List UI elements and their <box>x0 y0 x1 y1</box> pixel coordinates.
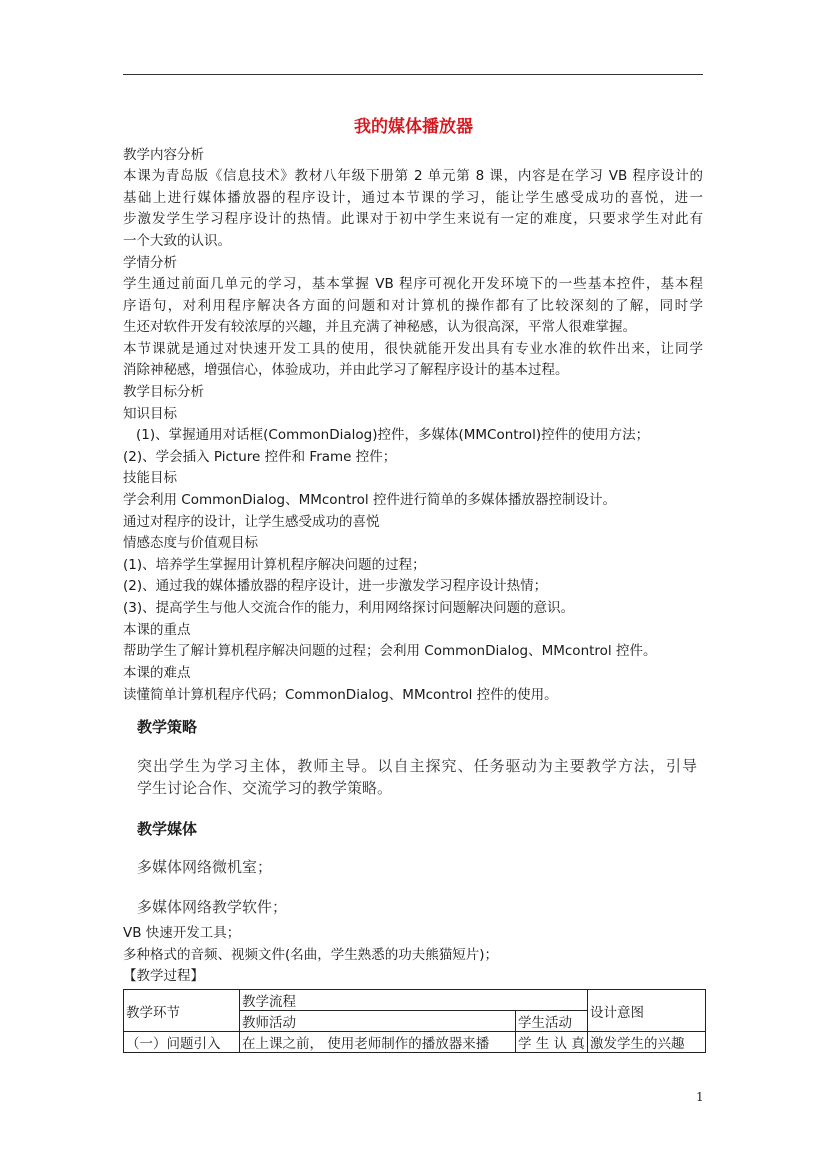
section-heading-learner-analysis: 学情分析 <box>123 255 177 271</box>
media-item: 多种格式的音频、视频文件(名曲，学生熟悉的功夫熊猫短片)； <box>123 947 499 963</box>
media-item: 多媒体网络教学软件； <box>137 898 288 916</box>
paragraph-line: 一个大致的认识。 <box>123 233 231 249</box>
heading-media: 教学媒体 <box>137 820 198 838</box>
section-heading-content-analysis: 教学内容分析 <box>123 147 204 163</box>
paragraph-line: 本课为青岛版《信息技术》教材八年级下册第 2 单元第 8 课，内容是在学习 VB 程序设计的 <box>123 168 703 184</box>
process-table <box>123 989 706 1053</box>
paragraph-line: 读懂简单计算机程序代码；CommonDialog、MMcontrol 控件的使用。 <box>123 687 558 703</box>
paragraph-line: 帮助学生了解计算机程序解决问题的过程；会利用 CommonDialog、MMcontrol 控件。 <box>123 643 657 659</box>
list-item: (2)、通过我的媒体播放器的程序设计，进一步激发学习程序设计热情； <box>123 578 548 594</box>
header-flow: 教学流程 <box>240 990 588 1011</box>
subheading-attitude: 情感态度与价值观目标 <box>123 535 258 551</box>
header-teacher: 教师活动 <box>240 1011 516 1032</box>
paragraph-line: 学会利用 CommonDialog、MMcontrol 控件进行简单的多媒体播放器控制设计。 <box>123 492 616 508</box>
paragraph-line: 消除神秘感，增强信心，体验成功，并由此学习了解程序设计的基本过程。 <box>123 362 569 378</box>
list-item: (1)、掌握通用对话框(CommonDialog)控件，多媒体(MMControl)控件的使用方法； <box>136 427 650 443</box>
page-number: 1 <box>696 1090 704 1104</box>
heading-process: 【教学过程】 <box>123 968 204 984</box>
paragraph-line: 步激发学生学习程序设计的热情。此课对于初中学生来说有一定的难度，只要求学生对此有 <box>123 211 703 227</box>
paragraph-line: 通过对程序的设计，让学生感受成功的喜悦 <box>123 514 380 530</box>
header-design: 设计意图 <box>588 990 706 1032</box>
strategy-line: 学生讨论合作、交流学习的教学策略。 <box>137 779 393 797</box>
paragraph-line: 序语句，对利用程序解决各方面的问题和对计算机的操作都有了比较深刻的了解，同时学 <box>123 298 703 314</box>
paragraph-line: 学生通过前面几单元的学习，基本掌握 VB 程序可视化开发环境下的一些基本控件，基本程 <box>123 276 703 292</box>
heading-strategy: 教学策略 <box>137 718 198 736</box>
cell-stage: （一）问题引入 <box>124 1032 240 1053</box>
subheading-difficulties: 本课的难点 <box>123 665 191 681</box>
strategy-line: 突出学生为学习主体，教师主导。以自主探究、任务驱动为主要教学方法，引导 <box>137 757 697 775</box>
paragraph-line: 生还对软件开发有较浓厚的兴趣，并且充满了神秘感，认为很高深，平常人很难掌握。 <box>123 319 636 335</box>
paragraph-line: 本节课就是通过对快速开发工具的使用，很快就能开发出具有专业水准的软件出来，让同学 <box>123 341 703 357</box>
cell-design: 激发学生的兴趣 <box>588 1032 706 1053</box>
subheading-knowledge: 知识目标 <box>123 406 177 422</box>
section-heading-objectives: 教学目标分析 <box>123 384 204 400</box>
header-student: 学生活动 <box>516 1011 588 1032</box>
table-row <box>124 1032 706 1053</box>
subheading-key-points: 本课的重点 <box>123 622 191 638</box>
list-item: (3)、提高学生与他人交流合作的能力，利用网络探讨问题解决问题的意识。 <box>123 600 575 616</box>
header-rule <box>123 74 703 75</box>
cell-student: 学 生 认 真 <box>516 1032 588 1053</box>
subheading-skill: 技能目标 <box>123 470 177 486</box>
media-item: 多媒体网络微机室； <box>137 858 273 876</box>
list-item: (2)、学会插入 Picture 控件和 Frame 控件； <box>123 449 397 465</box>
header-stage: 教学环节 <box>124 990 240 1032</box>
paragraph-line: 基础上进行媒体播放器的程序设计，通过本节课的学习，能让学生感受成功的喜悦，进一 <box>123 190 703 206</box>
cell-teacher: 在上课之前， 使用老师制作的播放器来播 <box>240 1032 516 1053</box>
table-row <box>124 990 706 1011</box>
document-title: 我的媒体播放器 <box>354 117 473 137</box>
list-item: (1)、培养学生掌握用计算机程序解决问题的过程； <box>123 557 426 573</box>
media-item: VB 快速开发工具； <box>123 925 241 941</box>
